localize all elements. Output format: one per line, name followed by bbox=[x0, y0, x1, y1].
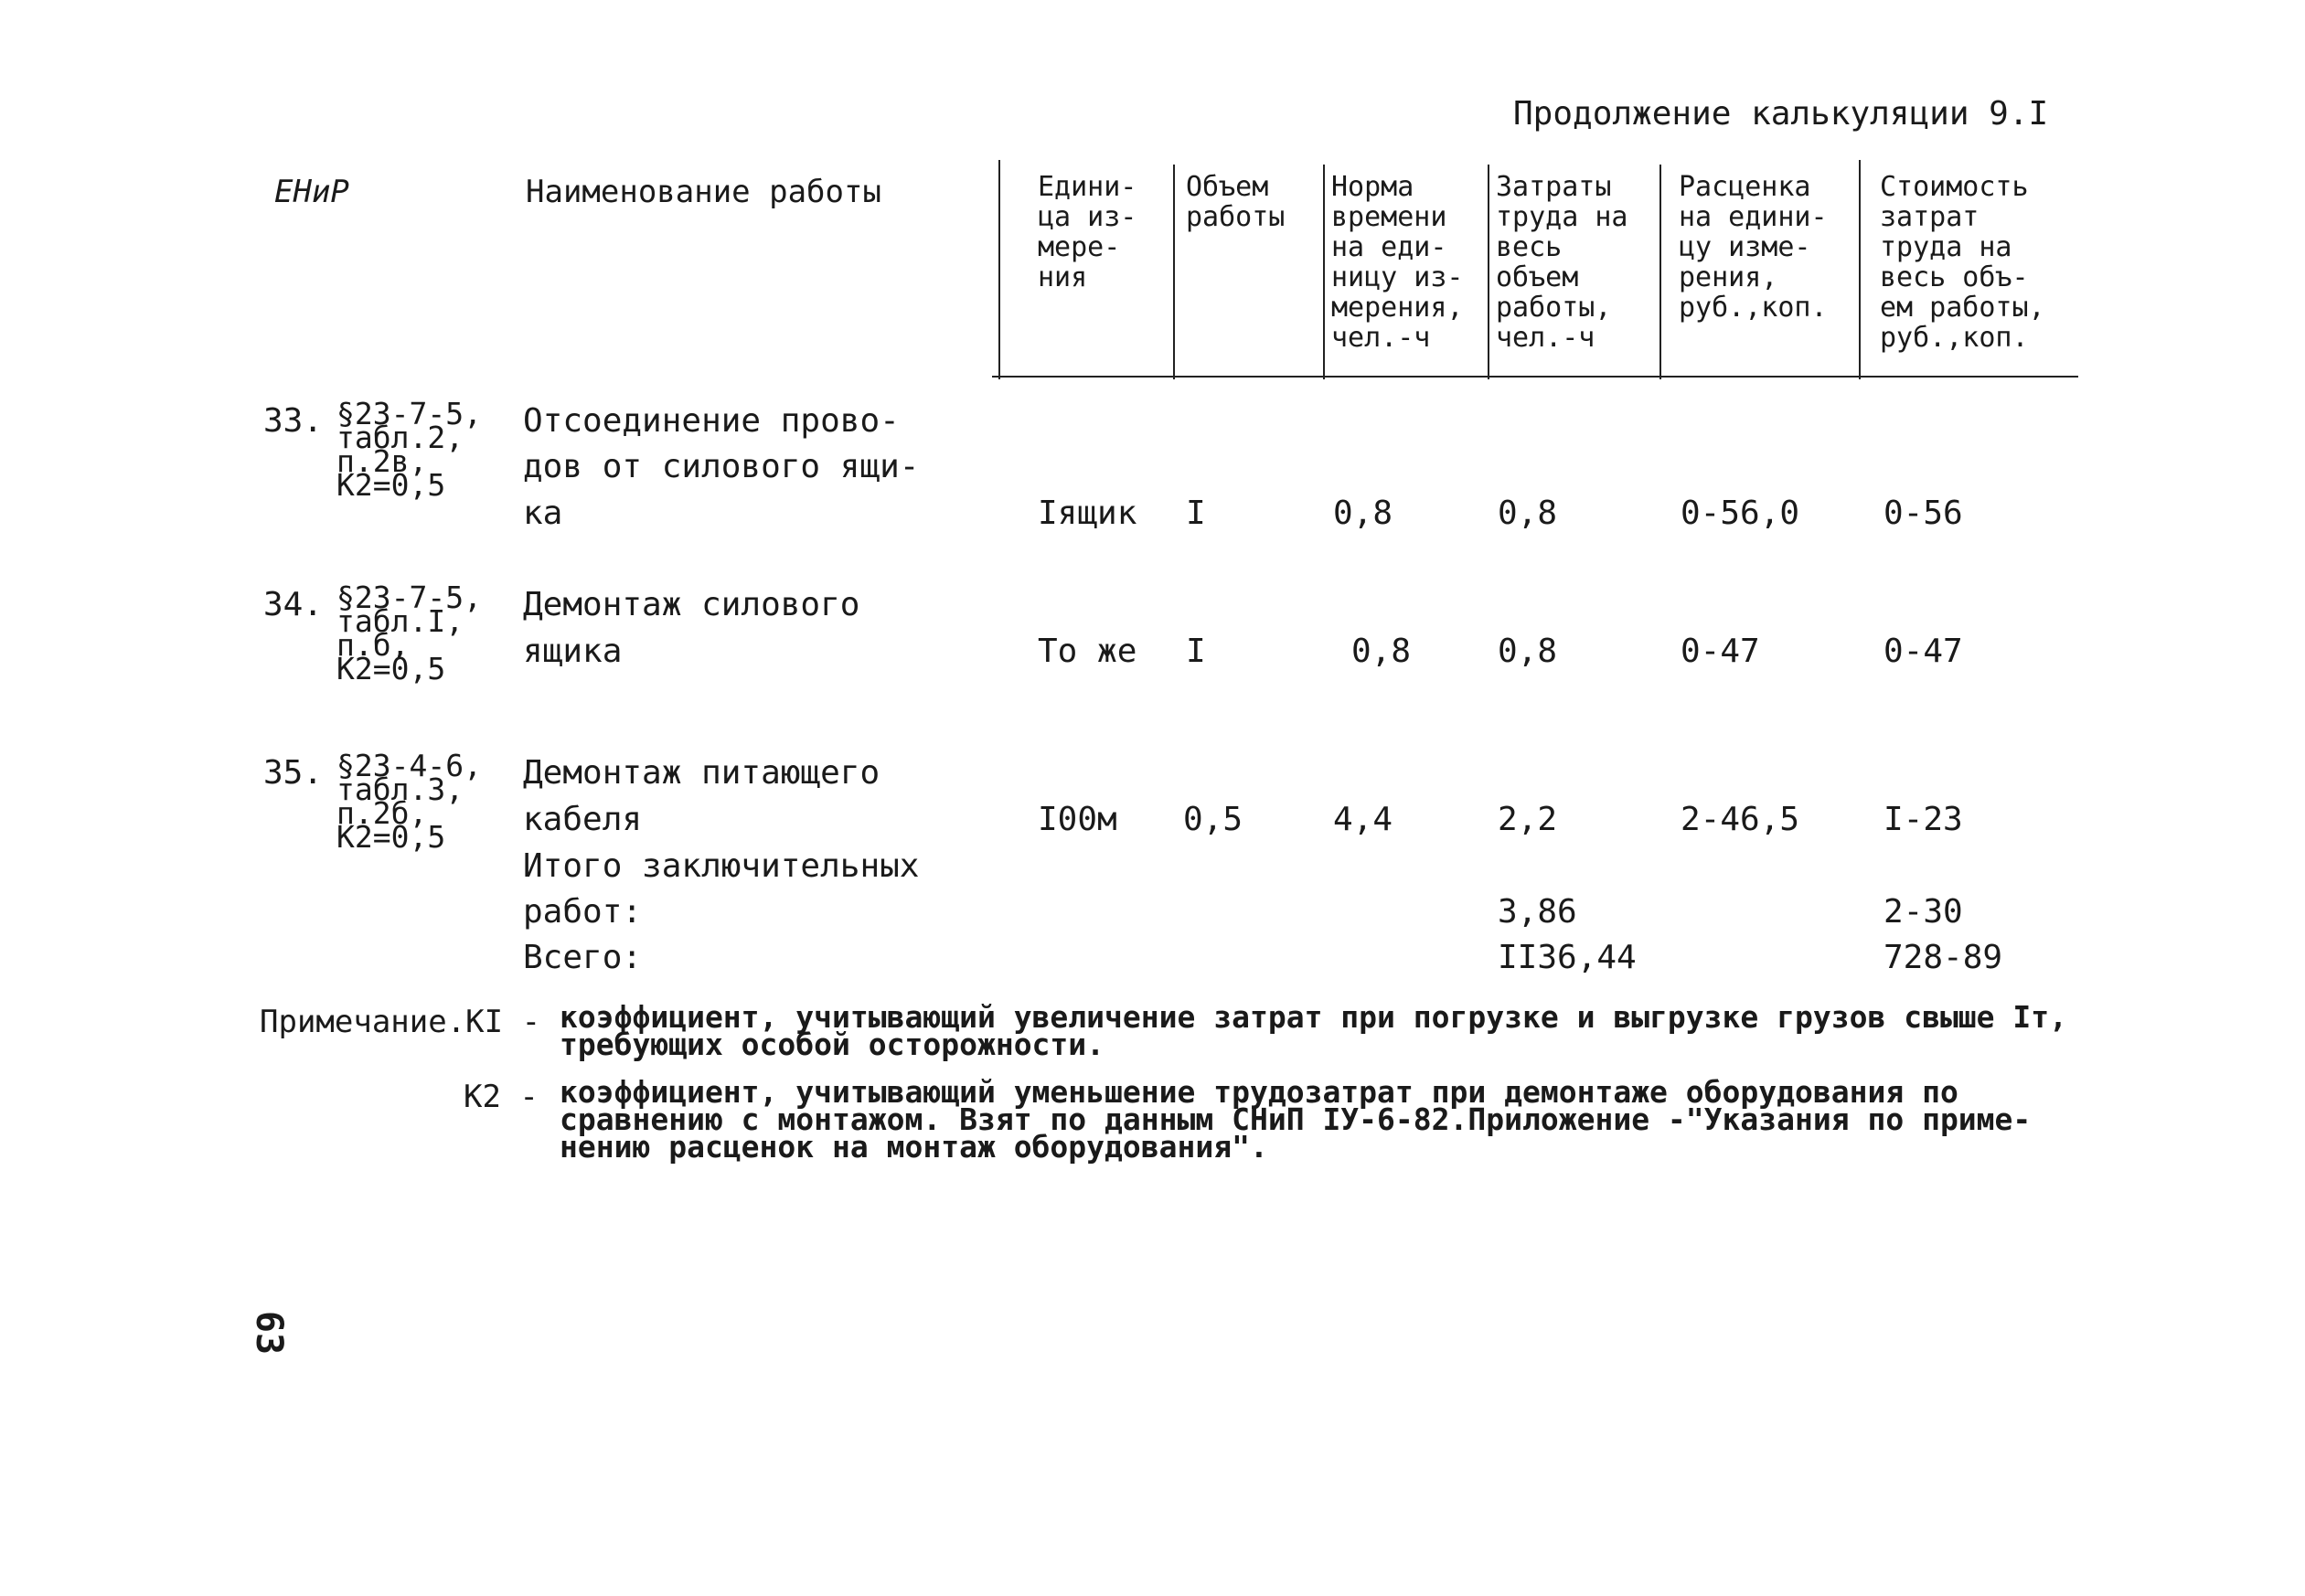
page-number: 63 bbox=[248, 1310, 291, 1356]
header-divider bbox=[1659, 165, 1661, 379]
row-name-line: кабеля bbox=[523, 801, 643, 838]
note-k1-text: коэффициент, учитывающий увеличение затрат при погрузке и выгрузке грузов свыше Iт, требующих особой осторожности. bbox=[560, 999, 2068, 1062]
row-name-line: ящика bbox=[523, 633, 623, 670]
row-norm: 0,8 bbox=[1351, 633, 1412, 670]
row-unit: То же bbox=[1038, 633, 1137, 670]
header-code: ЕНиР bbox=[274, 174, 349, 210]
row-cost: I-23 bbox=[1883, 801, 1963, 838]
header-norm: Норма времени на еди- ницу из- мерения, чел.-ч bbox=[1331, 171, 1464, 354]
row-norm: 0,8 bbox=[1333, 495, 1393, 532]
note-k1-label: Примечание.КI - bbox=[260, 1004, 541, 1040]
row-name-line: Отсоединение прово- bbox=[523, 402, 900, 440]
header-rate: Расценка на едини- цу изме- рения, руб.,коп. bbox=[1679, 171, 1828, 324]
header-divider bbox=[998, 160, 1000, 379]
subtotal-labor: 3,86 bbox=[1498, 893, 1577, 931]
row-volume: 0,5 bbox=[1183, 801, 1243, 838]
row-cost: 0-56 bbox=[1883, 495, 1963, 532]
header-underline bbox=[992, 376, 2078, 378]
header-unit: Едини- ца из- мере- ния bbox=[1038, 171, 1137, 293]
note-k2-text: коэффициент, учитывающий уменьшение трудозатрат при демонтаже оборудования по сравнению с монтажом. Взят по данным СНиП IУ-6-82.Приложение -"Указания по приме- нению расценок на монтаж оборудования". bbox=[560, 1074, 2032, 1165]
row-name-line: Демонтаж питающего bbox=[523, 754, 880, 792]
row-norm: 4,4 bbox=[1333, 801, 1393, 838]
row-unit: I00м bbox=[1038, 801, 1117, 838]
header-cost: Стоимость затрат труда на весь объ- ем работы, руб.,коп. bbox=[1880, 171, 2045, 354]
header-labor: Затраты труда на весь объем работы, чел.-ч bbox=[1496, 171, 1628, 354]
subtotal-label: Итого заключительных bbox=[523, 847, 920, 885]
header-volume: Объем работы bbox=[1186, 171, 1286, 233]
total-labor: II36,44 bbox=[1498, 939, 1637, 976]
row-labor: 2,2 bbox=[1498, 801, 1558, 838]
row-name-line: ка bbox=[523, 495, 563, 532]
total-label: Всего: bbox=[523, 939, 643, 976]
header-divider bbox=[1859, 160, 1861, 379]
row-reference: §23-7-5, табл.2, п.2в, К2=0,5 bbox=[336, 396, 482, 503]
subtotal-label: работ: bbox=[523, 893, 643, 931]
row-rate: 0-56,0 bbox=[1681, 495, 1800, 532]
row-reference: §23-7-5, табл.I, п.б, К2=0,5 bbox=[336, 580, 482, 686]
row-volume: I bbox=[1186, 495, 1206, 532]
row-reference: §23-4-6, табл.3, п.2б, К2=0,5 bbox=[336, 748, 482, 855]
row-name-line: Демонтаж силового bbox=[523, 586, 860, 623]
subtotal-cost: 2-30 bbox=[1883, 893, 1963, 931]
row-labor: 0,8 bbox=[1498, 495, 1558, 532]
row-number: 33. bbox=[263, 402, 324, 440]
row-volume: I bbox=[1186, 633, 1206, 670]
row-rate: 0-47 bbox=[1681, 633, 1760, 670]
continuation-title: Продолжение калькуляции 9.I bbox=[1513, 95, 2049, 133]
row-cost: 0-47 bbox=[1883, 633, 1963, 670]
total-cost: 728-89 bbox=[1883, 939, 2003, 976]
row-labor: 0,8 bbox=[1498, 633, 1558, 670]
row-number: 34. bbox=[263, 586, 324, 623]
header-divider bbox=[1173, 165, 1175, 379]
header-name: Наименование работы bbox=[526, 174, 881, 210]
row-unit: Iящик bbox=[1038, 495, 1137, 532]
row-rate: 2-46,5 bbox=[1681, 801, 1800, 838]
row-number: 35. bbox=[263, 754, 324, 792]
header-divider bbox=[1323, 165, 1325, 379]
header-divider bbox=[1488, 165, 1489, 379]
row-name-line: дов от силового ящи- bbox=[523, 448, 920, 485]
note-k2-label: К2 - bbox=[464, 1079, 539, 1115]
